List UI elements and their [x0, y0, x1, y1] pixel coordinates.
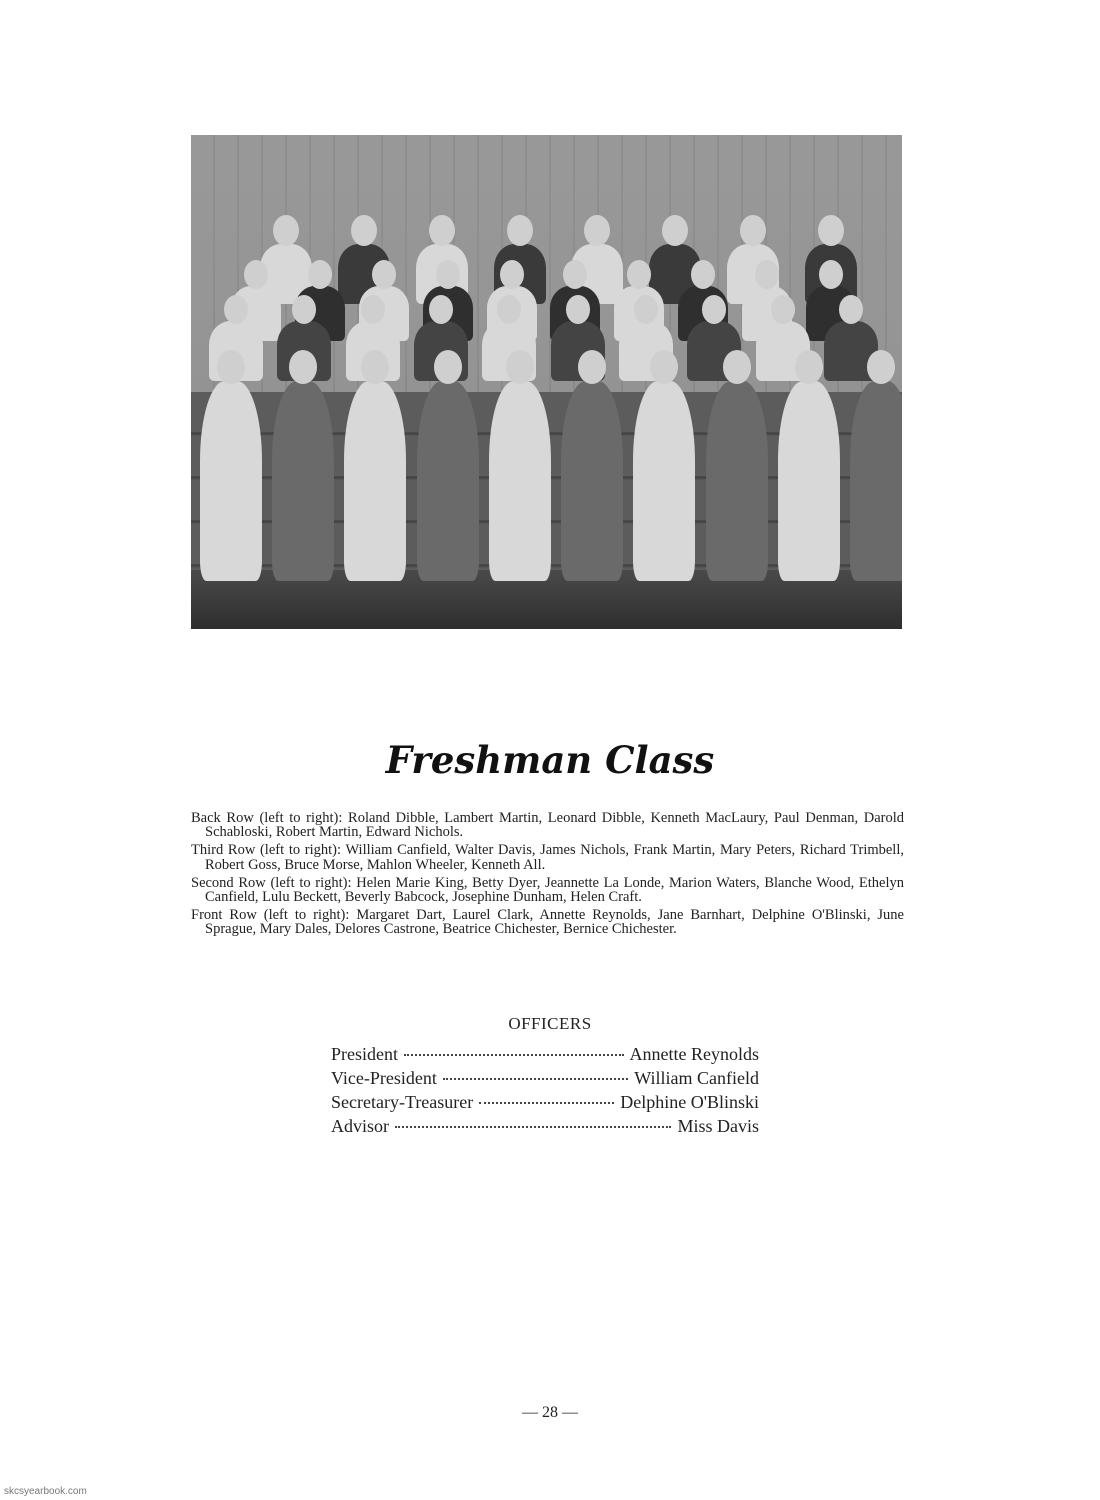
photo-person-body: [489, 381, 551, 581]
photo-person-head: [224, 295, 248, 324]
photo-person-head: [578, 350, 606, 384]
photo-person-head: [429, 215, 455, 246]
photo-person-head: [634, 295, 658, 324]
photo-person-body: [561, 381, 623, 581]
photo-person-head: [627, 260, 651, 289]
photo-person-head: [867, 350, 895, 384]
photo-person-head: [702, 295, 726, 324]
watermark: skcsyearbook.com: [4, 1486, 87, 1497]
photo-person-head: [361, 350, 389, 384]
roster: [191, 811, 904, 941]
photo-person-body: [706, 381, 768, 581]
officer-row: [331, 1044, 759, 1068]
photo-person-head: [273, 215, 299, 246]
photo-person-head: [217, 350, 245, 384]
officer-row: [331, 1116, 759, 1140]
photo-person-head: [497, 295, 521, 324]
photo-person-head: [361, 295, 385, 324]
photo-person-body: [417, 381, 479, 581]
officer-name: Delphine O'Blinski: [620, 1092, 759, 1112]
page-number: — 28 —: [522, 1404, 578, 1421]
photo-person-head: [507, 215, 533, 246]
photo-person-head: [795, 350, 823, 384]
photo-person-head: [650, 350, 678, 384]
roster-front-row: Front Row (left to right): Margaret Dart, Laurel Clark, Annette Reynolds, Jane Barnhart, Delphine O'Blinski, June Sprague, Mary Dales, Delores Castrone, Beatrice Chichester, Bernice Chichester.: [191, 907, 904, 938]
officer-row: [331, 1068, 759, 1092]
photo-person-body: [200, 381, 262, 581]
roster-second-row: Second Row (left to right): Helen Marie King, Betty Dyer, Jeannette La Londe, Marion Waters, Blanche Wood, Ethelyn Canfield, Lulu Beckett, Beverly Babcock, Josephine Dunham, Helen Craft.: [191, 874, 904, 906]
photo-person-head: [771, 295, 795, 324]
photo-person-body: [272, 381, 334, 581]
officer-name: Miss Davis: [677, 1116, 759, 1136]
photo-person-head: [436, 260, 460, 289]
leader-dots: [395, 1126, 671, 1128]
officer-role: President: [331, 1044, 398, 1064]
officer-name: William Canfield: [634, 1068, 759, 1088]
officer-name: Annette Reynolds: [629, 1044, 759, 1064]
photo-person-head: [434, 350, 462, 384]
photo-person-head: [429, 295, 453, 324]
roster-third-row: Third Row (left to right): William Canfield, Walter Davis, James Nichols, Frank Martin, Mary Peters, Richard Trimbell, Robert Goss, Bruce Morse, Mahlon Wheeler, Kenneth All.: [191, 842, 904, 873]
photo-person-head: [289, 350, 317, 384]
photo-person-head: [818, 215, 844, 246]
officer-role: Secretary-Treasurer: [331, 1092, 474, 1112]
photo-person-head: [566, 295, 590, 324]
officer-role: Advisor: [331, 1116, 389, 1136]
photo-person-head: [723, 350, 751, 384]
photo-person-body: [633, 381, 695, 581]
leader-dots: [443, 1078, 628, 1080]
page-title: Freshman Class: [385, 738, 715, 782]
photo-person-head: [500, 260, 524, 289]
photo-person-head: [506, 350, 534, 384]
photo-person-head: [819, 260, 843, 289]
photo-person-body: [344, 381, 406, 581]
photo-person-head: [839, 295, 863, 324]
roster-back-row: Back Row (left to right): Roland Dibble, Lambert Martin, Leonard Dibble, Kenneth MacLaury, Paul Denman, Darold Schabloski, Robert Martin, Edward Nichols.: [191, 810, 904, 841]
leader-dots: [404, 1054, 624, 1056]
class-photo: [191, 135, 902, 629]
officer-role: Vice-President: [331, 1068, 437, 1088]
photo-person-head: [372, 260, 396, 289]
officer-row: [331, 1092, 759, 1116]
photo-person-body: [778, 381, 840, 581]
photo-person-head: [755, 260, 779, 289]
photo-person-head: [691, 260, 715, 289]
officers-list: [331, 1044, 759, 1140]
photo-person-head: [244, 260, 268, 289]
photo-person-head: [292, 295, 316, 324]
officers-heading: OFFICERS: [508, 1014, 592, 1033]
photo-person-head: [308, 260, 332, 289]
photo-person-head: [351, 215, 377, 246]
photo-person-body: [850, 381, 902, 581]
leader-dots: [479, 1102, 614, 1104]
